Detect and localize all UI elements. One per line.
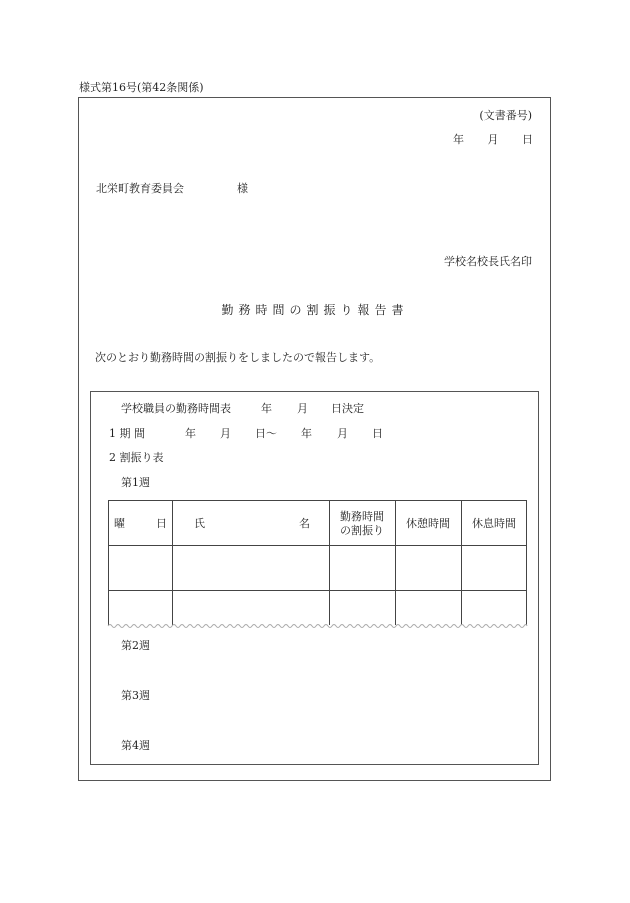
col-alloc-line2: の割振り xyxy=(340,524,384,537)
period-start-month: 月 xyxy=(220,427,231,440)
schedule-decided: 日決定 xyxy=(331,402,364,415)
col-alloc-line1: 勤務時間 xyxy=(340,510,384,523)
intro-text: 次のとおり勤務時間の割振りをしましたので報告します。 xyxy=(95,351,381,364)
date-day: 日 xyxy=(522,133,533,146)
week-3-label: 第3週 xyxy=(121,689,150,702)
sender-principal: 学校名校長氏名印 xyxy=(444,255,532,268)
addressee: 北栄町教育委員会 xyxy=(96,182,184,195)
col-rest-time: 休憩時間 xyxy=(406,517,450,530)
schedule-year: 年 xyxy=(261,402,272,415)
week-1-label: 第1週 xyxy=(121,476,150,489)
table-break-wave xyxy=(108,625,527,628)
date-month: 月 xyxy=(487,133,499,146)
document-title: 勤務時間の割振り報告書 xyxy=(221,303,409,317)
period-end-year: 年 xyxy=(301,427,312,440)
date-year: 年 xyxy=(453,133,464,146)
period-end-month: 月 xyxy=(337,427,348,440)
period-start-day: 日〜 xyxy=(255,427,277,440)
schedule-month: 月 xyxy=(297,402,308,415)
form-number-label: 様式第16号(第42条関係) xyxy=(79,81,204,94)
addressee-honorific: 様 xyxy=(237,182,248,195)
col-name-b: 名 xyxy=(299,517,310,530)
document-number-label: (文書番号) xyxy=(479,109,532,122)
schedule-heading: 学校職員の勤務時間表 xyxy=(121,402,231,415)
week-2-label: 第2週 xyxy=(121,639,150,652)
period-end-day: 日 xyxy=(372,427,383,440)
col-weekday-a: 曜 xyxy=(114,517,125,530)
allocation-heading: 2 割振り表 xyxy=(109,451,164,464)
period-label: 1 期 間 xyxy=(109,427,145,440)
period-start-year: 年 xyxy=(185,427,196,440)
col-name-a: 氏 xyxy=(194,517,205,530)
col-break-time: 休息時間 xyxy=(472,517,516,530)
col-weekday-b: 日 xyxy=(156,517,167,530)
week-4-label: 第4週 xyxy=(121,739,150,752)
